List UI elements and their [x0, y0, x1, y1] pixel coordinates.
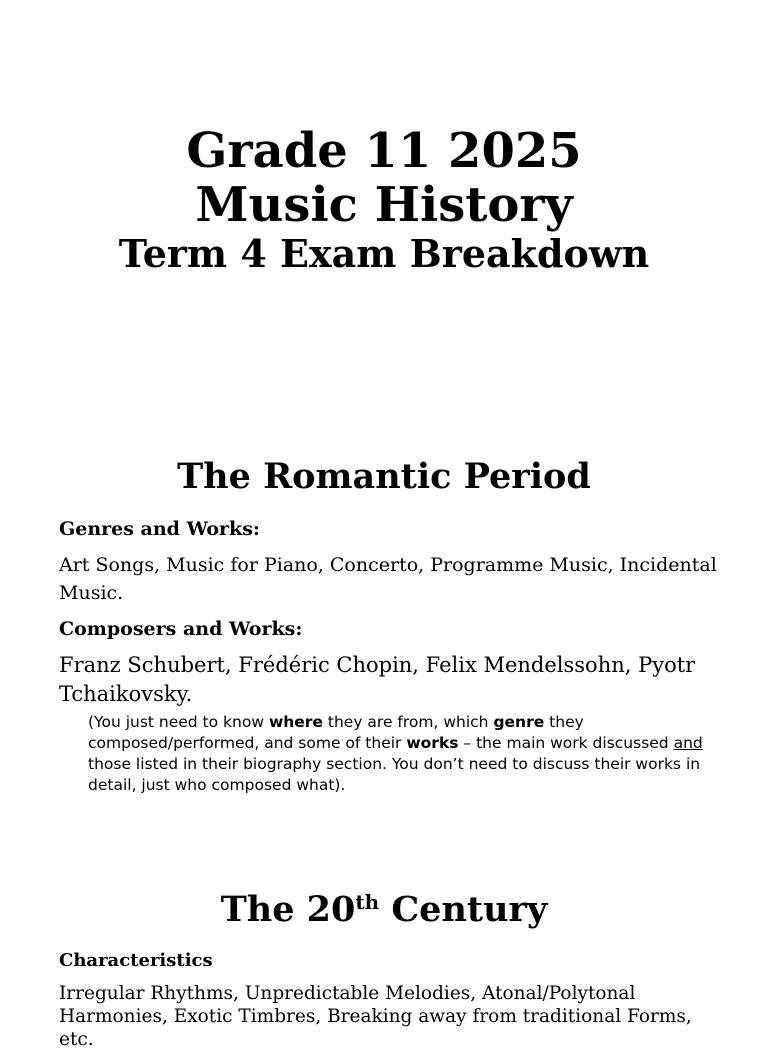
- composers-label: Composers and Works:: [59, 618, 303, 640]
- romantic-genres-block: [59, 516, 719, 607]
- title-grade-year: Grade 11 2025: [186, 123, 582, 179]
- note-emphasis-works: works: [406, 734, 459, 752]
- twentieth-century-heading: [0, 890, 768, 930]
- note-underline-and: and: [673, 734, 703, 752]
- document-title: [0, 124, 768, 276]
- romantic-period-heading: The Romantic Period: [177, 456, 591, 497]
- heading-text: The 20: [220, 889, 356, 930]
- note-text: (You just need to know: [88, 713, 269, 731]
- note-text: they composed/performed, and some of their: [88, 713, 584, 752]
- title-exam: Term 4 Exam Breakdown: [118, 231, 650, 276]
- genres-label: Genres and Works:: [59, 518, 260, 540]
- note-text: those listed in their biography section. You don’t need to discuss their works in detail, just who composed what).: [88, 755, 701, 794]
- note-emphasis-where: where: [268, 713, 323, 731]
- heading-superscript: th: [355, 890, 380, 914]
- genres-text: Art Songs, Music for Piano, Concerto, Programme Music, Incidental Music.: [59, 554, 717, 604]
- note-text: they are from, which: [322, 713, 494, 731]
- heading-text: Century: [379, 889, 548, 930]
- note-emphasis-genre: genre: [493, 713, 545, 731]
- romantic-composers-block: [59, 616, 719, 709]
- note-text: – the main work discussed: [458, 734, 674, 752]
- composers-note: [88, 712, 708, 796]
- characteristics-label: Characteristics: [59, 950, 213, 971]
- composers-text: Franz Schubert, Frédéric Chopin, Felix Mendelssohn, Pyotr Tchaikovsky.: [59, 653, 696, 706]
- twentieth-characteristics-block: [59, 948, 719, 1051]
- title-subject: Music History: [195, 177, 573, 233]
- characteristics-text: Irregular Rhythms, Unpredictable Melodies, Atonal/Polytonal Harmonies, Exotic Timbres, Breaking away from traditional Forms, etc.: [59, 983, 692, 1050]
